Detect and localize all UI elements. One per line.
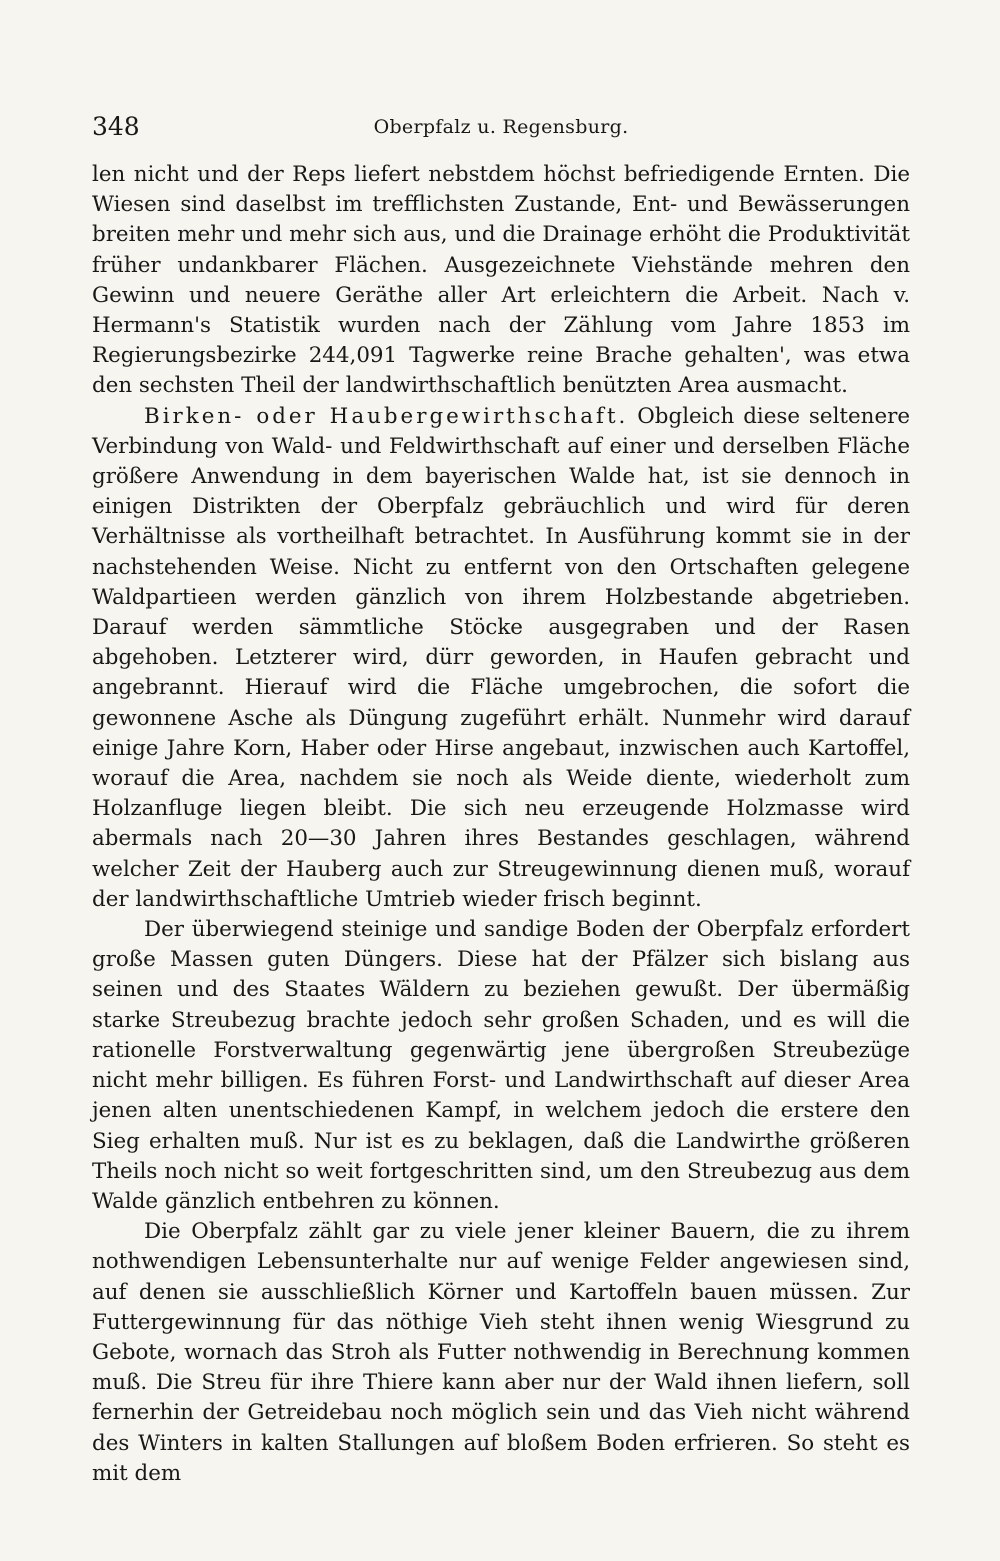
book-page <box>92 112 910 1489</box>
body-text <box>92 160 910 1489</box>
paragraph-1: len nicht und der Reps liefert nebstdem höchst befriedigende Ernten. Die Wiesen sind daselbst im trefflichsten Zustande, Ent- und Bewässerungen breiten mehr und mehr sich aus, und die Drainage erhöht die Produktivität früher undankbarer Flächen. Ausgezeichnete Viehstände mehren den Gewinn und neuere Geräthe aller Art erleichtern die Arbeit. Nach v. Hermann's Statistik wurden nach der Zählung vom Jahre 1853 im Regierungsbezirke 244,091 Tagwerke reine Brache gehalten', was etwa den sechsten Theil der landwirthschaftlich benützten Area ausmacht. <box>92 162 910 399</box>
page-header <box>92 112 910 152</box>
page-number: 348 <box>92 112 140 141</box>
paragraph-3: Der überwiegend steinige und sandige Boden der Oberpfalz erfordert große Massen guten Düngers. Diese hat der Pfälzer sich bislang aus seinen und des Staates Wäldern zu beziehen gewußt. Der übermäßig starke Streubezug brachte jedoch sehr großen Schaden, und es will die rationelle Forstverwaltung gegenwärtig jene übergroßen Streubezüge nicht mehr billigen. Es führen Forst- und Landwirthschaft auf dieser Area jenen alten unentschiedenen Kampf, in welchem jedoch die erstere den Sieg erhalten muß. Nur ist es zu beklagen, daß die Landwirthe größeren Theils noch nicht so weit fortgeschritten sind, um den Streubezug aus dem Walde gänzlich entbehren zu können. <box>92 917 910 1214</box>
running-title: Oberpfalz u. Regensburg. <box>373 116 629 138</box>
paragraph-2-text: Obgleich diese seltenere Verbindung von Wald- und Feldwirthschaft auf einer und derselben Fläche größere Anwendung in dem bayerischen Walde hat, ist sie dennoch in einigen Distrikten der Oberpfalz gebräuchlich und wird für deren Verhältnisse als vortheilhaft betrachtet. In Ausführung kommt sie in der nachstehenden Weise. Nicht zu entfernt von den Ortschaften gelegene Waldpartieen werden gänzlich von ihrem Holzbestande abgetrieben. Darauf werden sämmtliche Stöcke ausgegraben und der Rasen abgehoben. Letzterer wird, dürr geworden, in Haufen gebracht und angebrannt. Hierauf wird die Fläche umgebrochen, die sofort die gewonnene Asche als Düngung zugeführt erhält. Nunmehr wird darauf einige Jahre Korn, Haber oder Hirse angebaut, inzwischen auch Kartoffel, worauf die Area, nachdem sie noch als Weide diente, wiederholt zum Holzanfluge liegen bleibt. Die sich neu erzeugende Holzmasse wird abermals nach 20—30 Jahren ihres Bestandes geschlagen, während welcher Zeit der Hauberg auch zur Streugewinnung dienen muß, worauf der landwirthschaftliche Umtrieb wieder frisch beginnt. <box>92 403 910 912</box>
section-lead-haubergewirthschaft: Birken- oder Haubergewirthschaft. <box>144 403 629 429</box>
paragraph-4: Die Oberpfalz zählt gar zu viele jener kleiner Bauern, die zu ihrem nothwendigen Lebensunterhalte nur auf wenige Felder angewiesen sind, auf denen sie ausschließlich Körner und Kartoffeln bauen müssen. Zur Futtergewinnung für das nöthige Vieh steht ihnen wenig Wiesgrund zu Gebote, wornach das Stroh als Futter nothwendig in Berechnung kommen muß. Die Streu für ihre Thiere kann aber nur der Wald ihnen liefern, soll fernerhin der Getreidebau noch möglich sein und das Vieh nicht während des Winters in kalten Stallungen auf bloßem Boden erfrieren. So steht es mit dem <box>92 1219 910 1486</box>
paragraph-2 <box>92 402 910 915</box>
